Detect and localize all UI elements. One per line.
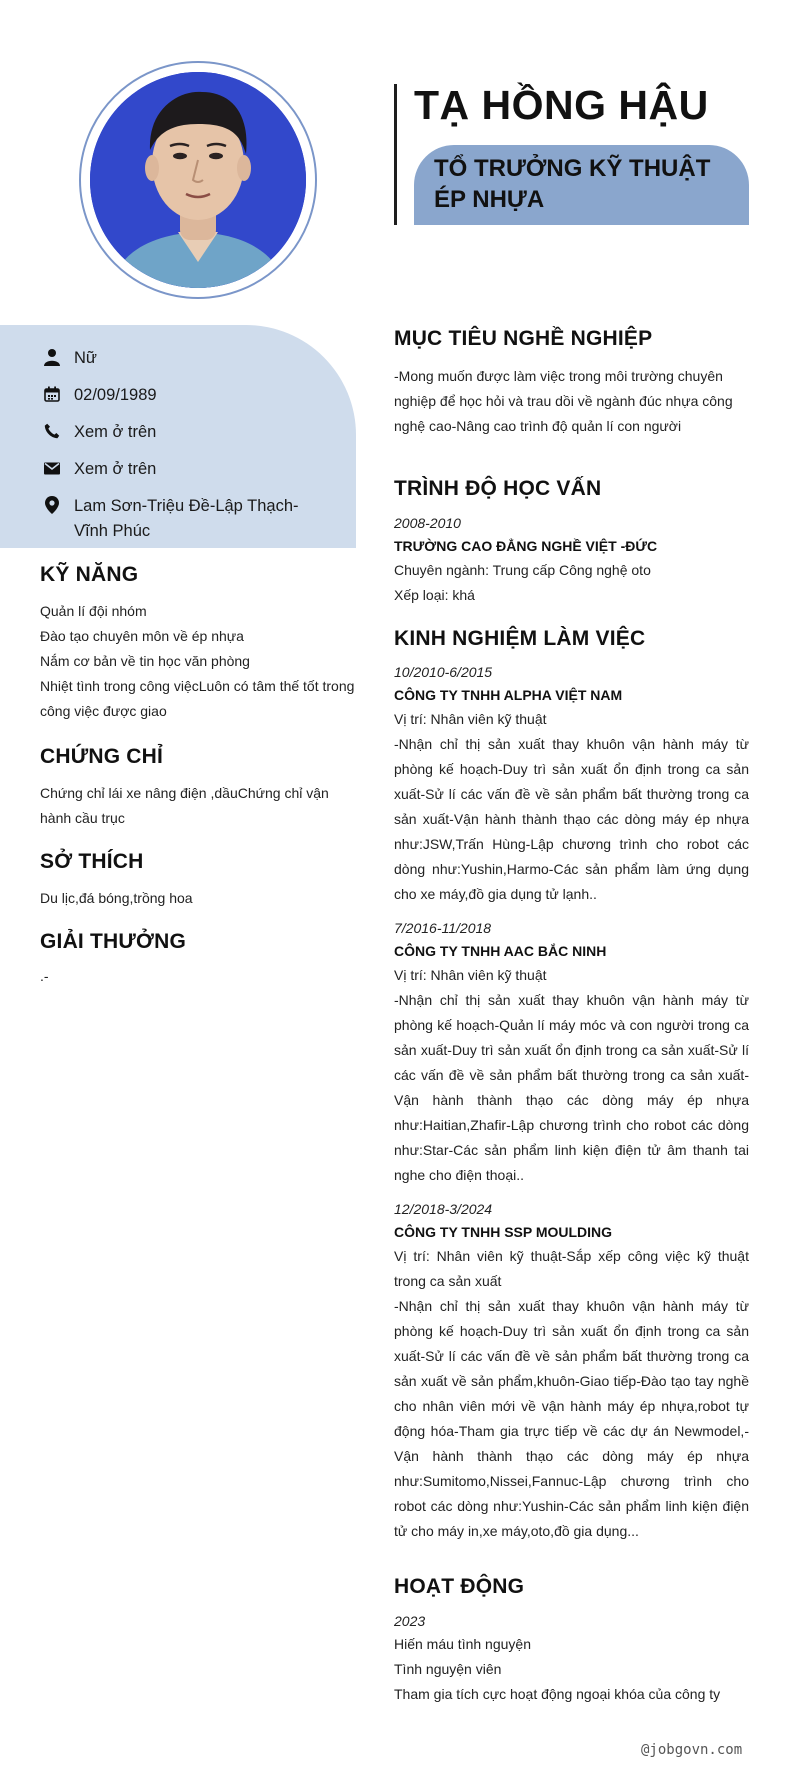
person-icon [42,347,62,367]
address-text: Lam Sơn-Triệu Đề-Lập Thạch-Vĩnh Phúc [74,497,299,540]
name-divider [394,84,397,225]
activities-section [394,1575,749,1707]
email-text: Xem ở trên [74,460,157,478]
experience-section [394,627,749,1544]
info-birthdate [42,383,356,408]
education-title: TRÌNH ĐỘ HỌC VẤN [394,477,602,500]
phone-text: Xem ở trên [74,423,157,441]
candidate-name: TẠ HỒNG HẬU [414,82,709,128]
objective-text: -Mong muốn được làm việc trong môi trường chuyên nghiệp để học hỏi và trau dồi về ngành đúc nhựa công nghệ cao-Nâng cao trình độ quản lí con người [394,368,733,434]
skills-list [40,599,360,724]
job-entry [394,1198,749,1544]
calendar-icon [42,384,62,404]
job-entry [394,917,749,1188]
awards-title: GIẢI THƯỞNG [40,930,187,953]
awards-section [40,930,360,989]
avatar [90,72,306,288]
job-position: Vị trí: Nhân viên kỹ thuật [394,711,547,727]
job-company: CÔNG TY TNHH SSP MOULDING [394,1224,613,1240]
hobbies-section [40,850,360,911]
job-description: -Nhận chỉ thị sản xuất thay khuôn vận hành máy từ phòng kế hoạch-Duy trì sản xuất ổn định trong ca sản xuất-Sử lí các vấn đề về sản phẩm bất thường trong ca sản xuất về sản phẩm,khuôn-Giao tiếp-Đào tạo tay nghề cho nhân viên mới về vận hành máy ép nhựa,robot tự động hóa-Tham gia trực tiếp về các dự án Newmodel,-Vận hành thành thạo các dòng máy ép nhựa như:Sumitomo,Nissei,Fannuc-Lập chương trình cho robot các dòng như:Yushin-Các sản phẩm linh kiện điện tử cho máy in,xe máy,oto,đồ gia dụng... [394,1298,749,1539]
activity-item: Tình nguyện viên [394,1661,502,1677]
phone-icon [42,421,62,441]
awards-text: .- [40,968,49,984]
school-name: TRƯỜNG CAO ĐẲNG NGHỀ VIỆT -ĐỨC [394,538,658,554]
job-title: TỔ TRƯỞNG KỸ THUẬT ÉP NHỰA [434,155,711,213]
certificates-title: CHỨNG CHỈ [40,745,164,768]
avatar-frame [79,61,317,299]
objective-section [394,327,749,439]
education-major: Chuyên ngành: Trung cấp Công nghệ oto [394,562,651,578]
job-entry [394,661,749,907]
skill-item: Quản lí đội nhóm [40,603,147,619]
job-title-box [414,145,749,225]
skill-item: Đào tạo chuyên môn về ép nhựa [40,628,244,644]
education-grade: Xếp loại: khá [394,587,475,603]
job-company: CÔNG TY TNHH ALPHA VIỆT NAM [394,687,623,703]
skills-title: KỸ NĂNG [40,563,139,586]
location-pin-icon [42,495,62,515]
contact-panel [0,325,356,548]
info-phone [42,420,356,445]
envelope-icon [42,458,62,478]
birthdate-text: 02/09/1989 [74,386,157,404]
hobbies-text: Du lịc,đá bóng,trồng hoa [40,890,193,906]
skill-item: Nắm cơ bản về tin học văn phòng [40,653,250,669]
job-date: 7/2016-11/2018 [394,920,492,936]
objective-title: MỤC TIÊU NGHỀ NGHIỆP [394,327,653,350]
activity-item: Tham gia tích cực hoạt động ngoại khóa của công ty [394,1686,721,1702]
profile-photo-icon [90,72,306,288]
info-address [42,494,356,544]
watermark: @jobgovn.com [641,1742,743,1758]
experience-title: KINH NGHIỆM LÀM VIỆC [394,627,646,650]
activities-title: HOẠT ĐỘNG [394,1575,525,1598]
job-description: -Nhận chỉ thị sản xuất thay khuôn vận hành máy từ phòng kế hoạch-Quản lí máy móc và con người trong ca sản xuất-Duy trì sản xuất ổn định trong ca sản xuất-Sử lí các vấn đề về sản phẩm bất thường trong ca sản xuất-Vận hành thành thạo các dòng máy ép nhựa như:Haitian,Zhafir-Lập chương trình cho robot các dòng như:Star-Các sản phẩm linh kiện điện tử âm thanh tai nghe cho điện thoại.. [394,992,749,1183]
skills-section [40,563,360,724]
activities-date: 2023 [394,1613,426,1629]
education-section [394,477,749,608]
info-email [42,457,356,482]
gender-text: Nữ [74,349,97,367]
education-date: 2008-2010 [394,515,461,531]
hobbies-title: SỞ THÍCH [40,850,144,873]
info-gender [42,346,356,371]
activity-item: Hiến máu tình nguyện [394,1636,531,1652]
skill-item: Nhiệt tình trong công việcLuôn có tâm thế tốt trong công việc được giao [40,678,355,719]
job-company: CÔNG TY TNHH AAC BẮC NINH [394,943,607,959]
job-position: Vị trí: Nhân viên kỹ thuật [394,967,547,983]
certificates-text: Chứng chỉ lái xe nâng điện ,dầuChứng chỉ vận hành cầu trục [40,785,329,826]
job-position: Vị trí: Nhân viên kỹ thuật-Sắp xếp công việc kỹ thuật trong ca sản xuất [394,1248,749,1289]
job-description: -Nhận chỉ thị sản xuất thay khuôn vận hành máy từ phòng kế hoạch-Duy trì sản xuất ổn định trong ca sản xuất-Sử lí các vấn đề về sản phẩm bất thường trong ca sản xuất-Vận hành thành thạo các dòng máy ép nhựa như:JSW,Trấn Hùng-Lập chương trình cho robot các dòng như:Yushin,Harmo-Các sản phẩm làm ứng dụng cho xe máy,đồ gia dụng tử lạnh.. [394,736,749,902]
certificates-section [40,745,360,831]
job-date: 10/2010-6/2015 [394,664,493,680]
job-date: 12/2018-3/2024 [394,1201,493,1217]
